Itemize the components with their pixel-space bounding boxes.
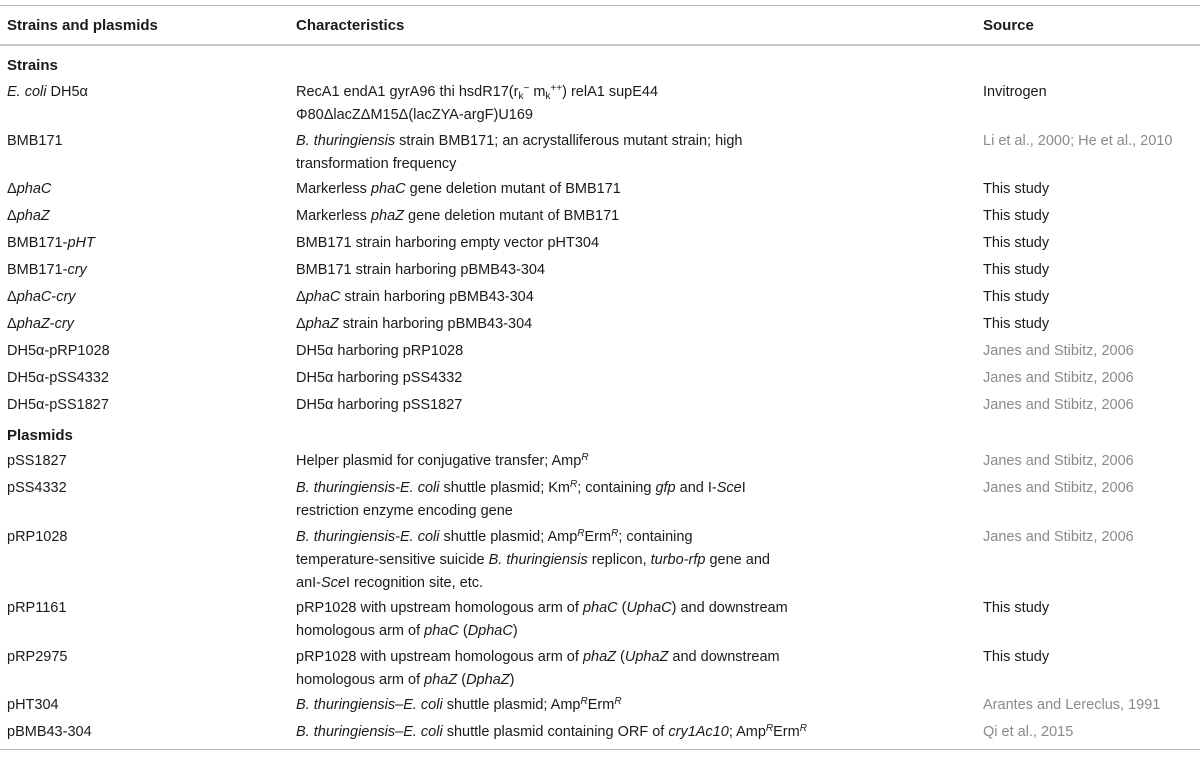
row-characteristics: Markerless phaZ gene deletion mutant of BMB171: [296, 208, 620, 224]
row-name: E. coli DH5α: [7, 84, 88, 100]
row-characteristics: ΔphaC strain harboring pBMB43-304: [296, 289, 534, 305]
row-name: BMB171: [7, 133, 63, 149]
row-source[interactable]: Janes and Stibitz, 2006: [983, 453, 1134, 469]
row-source: This study: [983, 649, 1050, 665]
row-source[interactable]: Janes and Stibitz, 2006: [983, 480, 1134, 496]
row-name: pRP1028: [7, 529, 68, 545]
row-characteristics: B. thuringiensis strain BMB171; an acrystalliferous mutant strain; high transformation frequency: [296, 133, 743, 172]
row-source[interactable]: Janes and Stibitz, 2006: [983, 343, 1134, 359]
section-title-plasmids: Plasmids: [7, 427, 73, 444]
row-source: This study: [983, 235, 1050, 251]
row-characteristics: DH5α harboring pRP1028: [296, 343, 464, 359]
row-characteristics: Markerless phaC gene deletion mutant of BMB171: [296, 181, 621, 197]
row-name: ΔphaZ-cry: [7, 316, 74, 332]
row-characteristics: DH5α harboring pSS4332: [296, 370, 463, 386]
row-source: This study: [983, 208, 1050, 224]
row-name: pSS4332: [7, 480, 67, 496]
row-characteristics: B. thuringiensis-E. coli shuttle plasmid; Amp$^R$Erm$^R$; containing temperature-sensitive suicide B. thuringiensis replicon, turbo-rfp gene and anI-SceI recognition site, etc.: [296, 528, 770, 591]
row-characteristics: Helper plasmid for conjugative transfer; Amp$^R$: [296, 452, 589, 469]
row-source[interactable]: Janes and Stibitz, 2006: [983, 529, 1134, 545]
row-name: pBMB43-304: [7, 724, 92, 740]
row-characteristics: ΔphaZ strain harboring pBMB43-304: [296, 316, 533, 332]
section-title-strains: Strains: [7, 57, 58, 74]
row-source: This study: [983, 181, 1050, 197]
row-name: ΔphaC: [7, 181, 52, 197]
row-characteristics: DH5α harboring pSS1827: [296, 397, 463, 413]
row-source[interactable]: Arantes and Lereclus, 1991: [983, 697, 1161, 713]
row-characteristics: B. thuringiensis-E. coli shuttle plasmid; $Km^R$; containing gfp and I-SceI restriction enzyme encoding gene: [296, 479, 746, 519]
row-source: This study: [983, 262, 1050, 278]
row-source[interactable]: Janes and Stibitz, 2006: [983, 397, 1134, 413]
row-source: Invitrogen: [983, 84, 1047, 100]
row-characteristics: BMB171 strain harboring pBMB43-304: [296, 262, 546, 278]
row-name: pSS1827: [7, 453, 67, 469]
row-name: DH5α-pSS1827: [7, 397, 109, 413]
table-top-rule: [0, 5, 1200, 6]
row-name: pHT304: [7, 697, 59, 713]
row-name: BMB171-pHT: [7, 235, 95, 251]
row-name: DH5α-pRP1028: [7, 343, 110, 359]
row-characteristics: pRP1028 with upstream homologous arm of phaC (UphaC) and downstream homologous arm of phaC (DphaC): [296, 600, 788, 639]
header-strains-and-plasmids: Strains and plasmids: [7, 17, 158, 34]
row-source: This study: [983, 316, 1050, 332]
row-source[interactable]: Janes and Stibitz, 2006: [983, 370, 1134, 386]
row-name: pRP2975: [7, 649, 68, 665]
header-characteristics: Characteristics: [296, 17, 405, 34]
row-characteristics: pRP1028 with upstream homologous arm of phaZ (UphaZ and downstream homologous arm of phaZ (DphaZ): [296, 649, 780, 688]
row-source: This study: [983, 289, 1050, 305]
row-characteristics: B. thuringiensis–E. coli shuttle plasmid containing ORF of cry1Ac10; Amp$^R$Erm$^R$: [296, 723, 807, 740]
row-source: This study: [983, 600, 1050, 616]
row-source[interactable]: Qi et al., 2015: [983, 724, 1074, 740]
table-bottom-rule: [0, 749, 1200, 750]
row-name: DH5α-pSS4332: [7, 370, 109, 386]
header-rule: [0, 44, 1200, 46]
row-characteristics: BMB171 strain harboring empty vector pHT304: [296, 235, 600, 251]
row-source[interactable]: Li et al., 2000; He et al., 2010: [983, 133, 1173, 149]
row-name: BMB171-cry: [7, 262, 87, 278]
row-name: ΔphaC-cry: [7, 289, 76, 305]
row-characteristics: RecA1 endA1 gyrA96 thi $hsdR17(r_k^-$ $m_k^{++}$) relA1 supE44 Φ80ΔlacZΔM15Δ(lacZYA-argF)U169: [296, 83, 659, 123]
row-name: ΔphaZ: [7, 208, 50, 224]
row-characteristics: B. thuringiensis–E. coli shuttle plasmid; Amp$^R$Erm$^R$: [296, 696, 622, 713]
row-name: pRP1161: [7, 600, 67, 616]
header-source: Source: [983, 17, 1034, 34]
